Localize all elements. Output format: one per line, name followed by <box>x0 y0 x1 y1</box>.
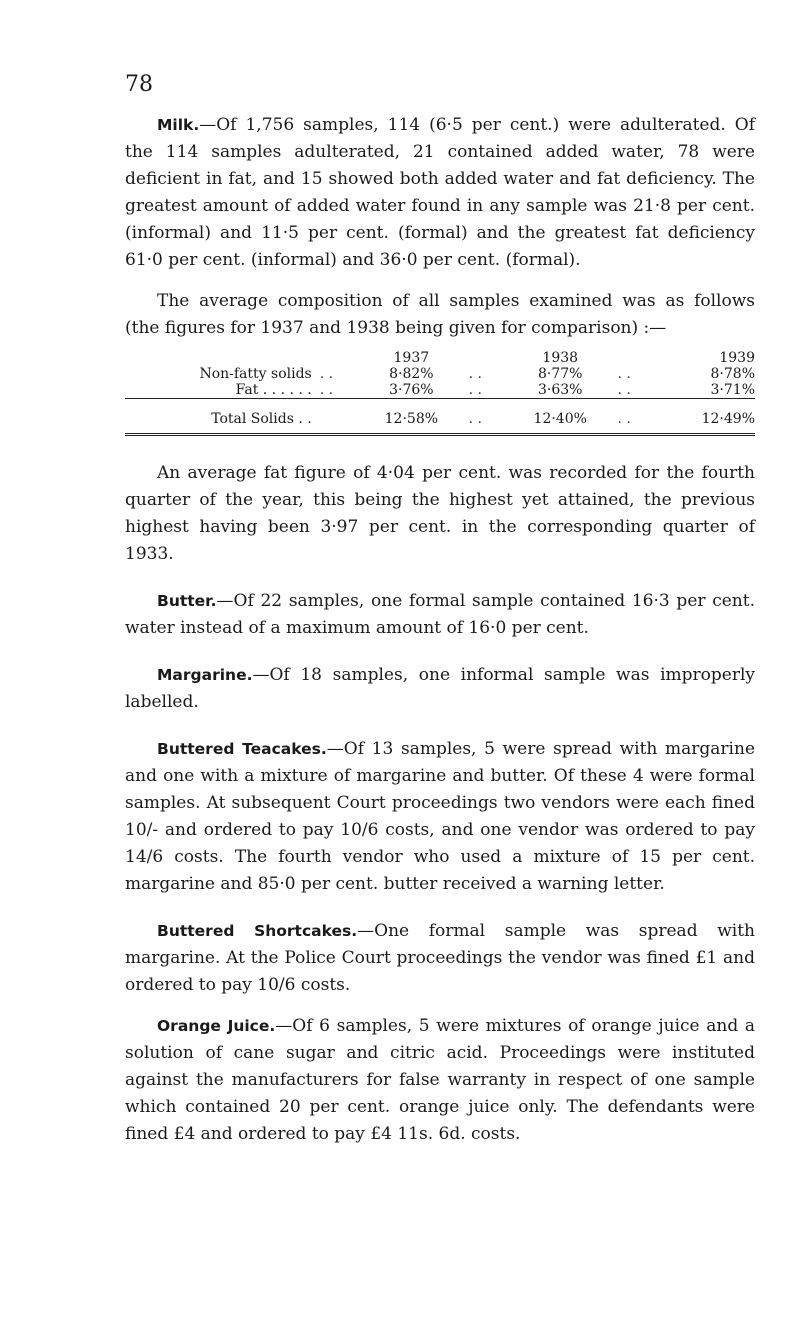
orange-juice-text: —Of 6 samples, 5 were mixtures of orange juice and a solution of cane sugar and citric acid. Proceedings were instituted against the manufacturers for false warranty in respect of one sample which contained 20 per cent. orange juice only. The defendants were fined £4 and ordered to pay £4 11s. 6d. costs. <box>125 1016 756 1144</box>
document-body <box>125 112 755 1148</box>
margarine-heading: Margarine. <box>157 666 253 684</box>
leader-dots: . . <box>468 366 482 382</box>
leader-dots: . . <box>468 411 482 427</box>
year-1938: 1938 <box>542 350 579 366</box>
leader-dots: . . <box>468 382 482 398</box>
milk-paragraph <box>125 112 755 274</box>
year-1939: 1939 <box>719 350 755 366</box>
butter-heading: Butter. <box>157 592 217 610</box>
milk-text: —Of 1,756 samples, 114 (6·5 per cent.) were adulterated. Of the 114 samples adulterated, 21 contained added water, 78 were deficient in fat, and 15 showed both added water and fat deficiency. The greatest amount of added water found in any sample was 21·8 per cent. (informal) and 11·5 per cent. (formal) and the greatest fat deficiency 61·0 per cent. (informal) and 36·0 per cent. (formal). <box>125 115 755 270</box>
row-label: Non-fatty solids <box>199 366 312 382</box>
margarine-paragraph <box>125 662 755 716</box>
leader-dots: . . <box>319 382 334 398</box>
table-cell: 8·78% <box>710 366 755 382</box>
table-cell: 12·58% <box>384 411 439 427</box>
orange-juice-paragraph <box>125 1013 755 1148</box>
leader-dots: . . <box>617 382 631 398</box>
table-cell: 12·40% <box>533 411 587 427</box>
leader-dots: . . <box>617 366 631 382</box>
row-label: Fat . . . . . . <box>235 382 312 398</box>
table-cell: 8·82% <box>389 366 434 382</box>
shortcakes-paragraph <box>125 918 755 999</box>
fat-figure-paragraph: An average fat figure of 4·04 per cent. was recorded for the fourth quarter of the year, this being the highest yet attained, the previous highest having been 3·97 per cent. in the corresponding quarter of 1933. <box>125 463 755 564</box>
teacakes-heading: Buttered Teacakes. <box>157 740 327 758</box>
butter-text: —Of 22 samples, one formal sample contained 16·3 per cent. water instead of a maximum amount of 16·0 per cent. <box>125 591 755 638</box>
shortcakes-text: —One formal sample was spread with margarine. At the Police Court proceedings the vendor was fined £1 and ordered to pay 10/6 costs. <box>125 921 755 995</box>
year-1937: 1937 <box>393 350 430 366</box>
table-cell: 12·49% <box>701 411 755 427</box>
total-row <box>125 399 755 435</box>
page-number: 78 <box>125 72 153 97</box>
margarine-text: —Of 18 samples, one informal sample was improperly labelled. <box>125 665 755 712</box>
milk-composition-table <box>125 350 755 436</box>
table-row <box>125 366 755 382</box>
milk-heading: Milk. <box>157 116 200 134</box>
table-cell: 3·71% <box>710 382 755 398</box>
table-cell: 3·63% <box>537 382 583 398</box>
table-row <box>125 382 755 399</box>
teacakes-text: —Of 13 samples, 5 were spread with margarine and one with a mixture of margarine and butter. Of these 4 were formal samples. At subsequent Court proceedings two vendors were each fined 10/- and ordered to pay 10/6 costs, and one vendor was ordered to pay 14/6 costs. The fourth vendor who used a mixture of 15 per cent. margarine and 85·0 per cent. butter received a warning letter. <box>125 739 756 894</box>
table-cell: 3·76% <box>389 382 434 398</box>
milk-composition-intro: The average composition of all samples examined was as follows (the figures for 1937 and 1938 being given for comparison) :— <box>125 291 755 338</box>
shortcakes-heading: Buttered Shortcakes. <box>157 922 358 940</box>
table-cell: 8·77% <box>537 366 583 382</box>
teacakes-paragraph <box>125 736 755 898</box>
orange-juice-heading: Orange Juice. <box>157 1017 276 1035</box>
table-header-row <box>125 350 755 366</box>
total-label: Total Solids . . <box>211 411 312 427</box>
leader-dots: . . <box>319 366 334 382</box>
leader-dots: . . <box>617 411 631 427</box>
butter-paragraph <box>125 588 755 642</box>
